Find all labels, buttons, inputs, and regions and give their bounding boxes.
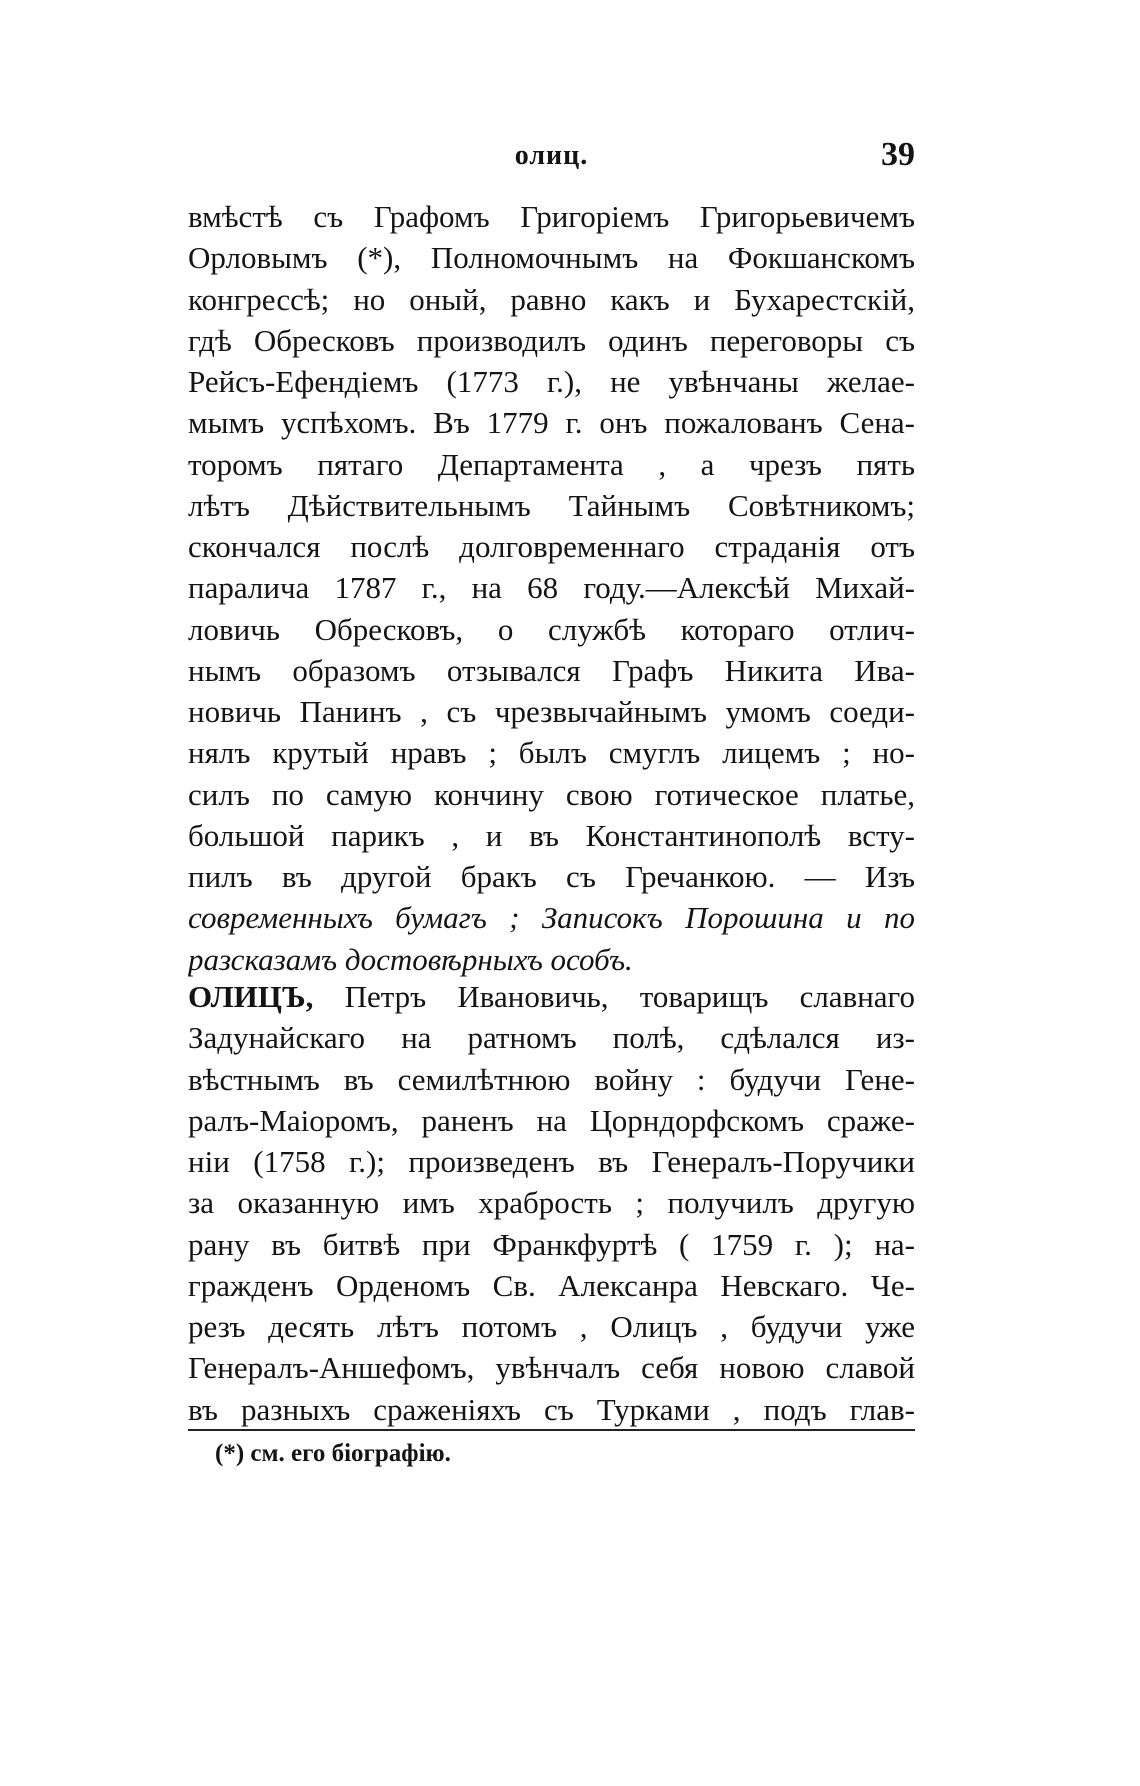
page-title: олиц. [514, 140, 589, 171]
text-line: пилъ въ другой бракъ съ Гречанкою. — Изъ [188, 859, 915, 894]
text-line: конгрессѣ; но оный, равно какъ и Бухарестскій, [188, 281, 915, 317]
footnote-divider [188, 1429, 915, 1431]
text-line: вмѣстѣ съ Графомъ Григоріемъ Григорьевичемъ [188, 199, 915, 234]
source-citation-line: разсказамъ достовѣрныхъ особъ. [188, 941, 633, 977]
text-line: въ разныхъ сраженіяхъ съ Турками , подъ глав- [188, 1391, 915, 1427]
text-line: ніи (1758 г.); произведенъ въ Генералъ-Поручики [188, 1144, 915, 1179]
text-line: лѣтъ Дѣйствительнымъ Тайнымъ Совѣтникомъ; [188, 487, 915, 523]
text-line: за оказанную имъ храбрость ; получилъ другую [188, 1185, 915, 1221]
text-line: силъ по самую кончину свою готическое платье, [188, 776, 915, 812]
text-line: рану въ битвѣ при Франкфуртѣ ( 1759 г. ); на- [188, 1226, 915, 1262]
text-line: нялъ крутый нравъ ; былъ смуглъ лицемъ ; но- [188, 735, 915, 771]
entry-headword: ОЛИЦЪ, [188, 979, 314, 1014]
text-line: большой парикъ , и въ Константинополѣ всту- [188, 817, 915, 853]
entry-first-line [188, 976, 915, 1017]
text-line: новичь Панинъ , съ чрезвычайнымъ умомъ соеди- [188, 694, 915, 729]
text-line: ралъ-Маіоромъ, раненъ на Цорндорфскомъ сраже- [188, 1102, 915, 1138]
text-line: гражденъ Орденомъ Св. Алексанра Невскаго. Че- [188, 1267, 915, 1303]
text-line: гдѣ Обресковъ производилъ одинъ переговоры съ [188, 322, 915, 358]
page-number: 39 [881, 136, 915, 173]
text-line: ловичь Обресковъ, о службѣ котораго отлич- [188, 611, 915, 647]
entry-obreskov-continuation [188, 196, 915, 980]
text-line: Генералъ-Аншефомъ, увѣнчалъ себя новою славой [188, 1350, 915, 1386]
text-line: Рейсъ-Ефендіемъ (1773 г.), не увѣнчаны желае- [188, 364, 915, 399]
entry-olits [188, 976, 915, 1430]
text-line: нымъ образомъ отзывался Графъ Никита Ива- [188, 652, 915, 688]
text-line: торомъ пятаго Департамента , а чрезъ пять [188, 446, 915, 482]
running-head [188, 136, 915, 180]
text-line: резъ десять лѣтъ потомъ , Олицъ , будучи уже [188, 1309, 915, 1344]
text-line: вѣстнымъ въ семилѣтнюю войну : будучи Гене- [188, 1061, 915, 1097]
footnote: (*) см. его біографію. [215, 1440, 451, 1467]
source-citation-line: современныхъ бумагъ ; Записокъ Порошина и по [188, 900, 915, 936]
text-line: скончался послѣ долговременнаго страданія отъ [188, 529, 915, 564]
text-line: мымъ успѣхомъ. Въ 1779 г. онъ пожалованъ Сена- [188, 405, 915, 441]
text-line: Задунайскаго на ратномъ полѣ, сдѣлался из- [188, 1020, 915, 1056]
text-line: Орловымъ (*), Полномочнымъ на Фокшанскомъ [188, 240, 915, 276]
text-line: паралича 1787 г., на 68 году.—Алексѣй Михай- [188, 570, 915, 606]
entry-first-line-text: Петръ Ивановичь, товарищъ славнаго [344, 979, 915, 1014]
